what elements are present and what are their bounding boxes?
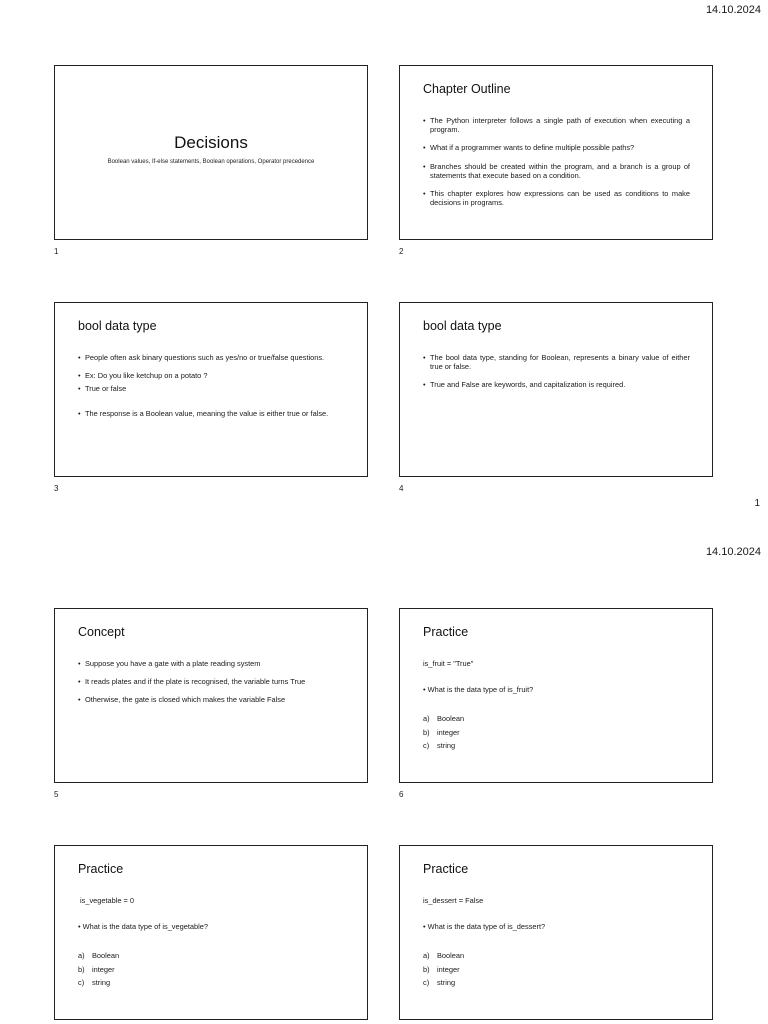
bullet-item: • People often ask binary questions such as yes/no or true/false questions. (78, 353, 345, 362)
option-letter: b) (423, 727, 430, 737)
answer-option (423, 949, 464, 963)
page-2-date: 14.10.2024 (705, 546, 761, 558)
slide-title: bool data type (78, 319, 157, 333)
option-text: string (437, 741, 456, 750)
slide-number: 1 (54, 247, 59, 256)
slide-title: Practice (423, 862, 469, 876)
code-line: is_fruit = "True" (423, 659, 474, 668)
bullet-item: • What if a programmer wants to define multiple possible paths? (423, 143, 690, 152)
slide-number: 4 (399, 484, 404, 493)
option-letter: a) (423, 714, 430, 723)
question-bullet: • What is the data type of is_dessert? (423, 922, 546, 931)
slide-title: Practice (78, 862, 124, 876)
option-text: string (92, 978, 111, 987)
answer-options (423, 949, 464, 990)
slide-title: bool data type (423, 319, 502, 333)
bullet-list (78, 353, 345, 418)
option-text: Boolean (437, 714, 465, 723)
option-letter: c) (423, 978, 430, 987)
answer-option (423, 739, 464, 753)
bullet-item: • True and False are keywords, and capitalization is required. (423, 380, 690, 389)
answer-options (423, 712, 464, 753)
option-letter: b) (423, 964, 430, 974)
answer-option (423, 963, 464, 977)
bullet-item: • Ex: Do you like ketchup on a potato ? (78, 371, 345, 380)
bullet-item: • It reads plates and if the plate is recognised, the variable turns True (78, 677, 345, 686)
option-letter: a) (423, 951, 430, 960)
slide-title: Chapter Outline (423, 82, 511, 96)
bullet-list (78, 659, 345, 705)
question-bullet: • What is the data type of is_fruit? (423, 685, 534, 694)
slide-title: Concept (78, 625, 125, 639)
answer-option (78, 949, 119, 963)
slide-number: 6 (399, 790, 404, 799)
option-letter: c) (78, 978, 85, 987)
answer-option (423, 712, 464, 726)
slide-1 (54, 65, 368, 240)
slide-4 (399, 302, 713, 477)
answer-option (78, 963, 119, 977)
question-text: What is the data type of is_fruit? (427, 685, 534, 694)
slide-subtitle: Boolean values, If-else statements, Boolean operations, Operator precedence (107, 159, 315, 165)
bullet-item: • Branches should be created within the program, and a branch is a group of statements that execute based on a condition. (423, 162, 690, 180)
slide-number: 2 (399, 247, 404, 256)
option-text: Boolean (92, 951, 120, 960)
answer-options (78, 949, 119, 990)
question-text: What is the data type of is_vegetable? (82, 922, 208, 931)
bullet-item: • The response is a Boolean value, meaning the value is either true or false. (78, 409, 345, 418)
page-1-date: 14.10.2024 (705, 4, 761, 16)
question-text: What is the data type of is_dessert? (427, 922, 546, 931)
page-number: 1 (754, 498, 760, 509)
answer-option (423, 726, 464, 740)
bullet-item: • Otherwise, the gate is closed which makes the variable False (78, 695, 345, 704)
option-letter: a) (78, 951, 85, 960)
option-letter: c) (423, 741, 430, 750)
option-letter: b) (78, 964, 85, 974)
option-text: string (437, 978, 456, 987)
bullet-list (423, 353, 690, 390)
option-text: integer (437, 727, 460, 737)
slide-number: 3 (54, 484, 59, 493)
slide-3 (54, 302, 368, 477)
answer-option (423, 976, 464, 990)
bullet-list (423, 116, 690, 207)
slide-8 (399, 845, 713, 1020)
bullet-item: • Suppose you have a gate with a plate reading system (78, 659, 345, 668)
slide-number: 5 (54, 790, 59, 799)
slide-6 (399, 608, 713, 783)
slide-5 (54, 608, 368, 783)
bullet-item: • The Python interpreter follows a single path of execution when executing a program. (423, 116, 690, 134)
option-text: integer (92, 964, 115, 974)
slide-title: Decisions (174, 133, 248, 152)
slide-2 (399, 65, 713, 240)
option-text: integer (437, 964, 460, 974)
bullet-item: • True or false (78, 384, 345, 393)
slide-7 (54, 845, 368, 1020)
option-text: Boolean (437, 951, 465, 960)
answer-option (78, 976, 119, 990)
bullet-item: • This chapter explores how expressions can be used as conditions to make decisions in programs. (423, 189, 690, 207)
slide-title: Practice (423, 625, 469, 639)
question-bullet: • What is the data type of is_vegetable? (78, 922, 208, 931)
code-line: is_vegetable = 0 (80, 896, 135, 905)
bullet-item: • The bool data type, standing for Boolean, represents a binary value of either true or false. (423, 353, 690, 371)
code-line: is_dessert = False (423, 896, 484, 905)
